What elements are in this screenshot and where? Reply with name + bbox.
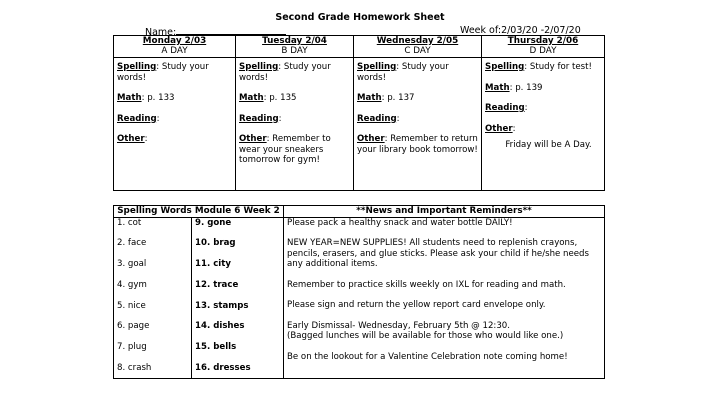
- day-name: Thursday 2/06: [507, 36, 579, 46]
- day-header-tuesday: [236, 36, 354, 58]
- spelling-text: : Study for test!: [524, 62, 592, 72]
- spelling-word: 3. goal: [117, 259, 147, 270]
- spelling-word: 13. stamps: [195, 300, 249, 311]
- day-body-thursday: [482, 58, 605, 191]
- math-text: : p. 137: [381, 93, 415, 103]
- reading-label: Reading: [239, 113, 279, 124]
- spelling-word: 9. gone: [195, 217, 232, 228]
- news-item: Early Dismissal- Wednesday, February 5th @ 12:30.: [287, 320, 510, 331]
- reading-entry: [357, 114, 479, 125]
- spelling-words-heading: Spelling Words Module 6 Week 2: [114, 206, 284, 218]
- reading-label: Reading: [117, 113, 157, 124]
- spelling-and-news-table: [113, 205, 605, 379]
- spelling-word: 10. brag: [195, 238, 236, 249]
- reading-entry: [485, 103, 602, 114]
- day-header-thursday: [482, 36, 605, 58]
- day-letter: B DAY: [281, 45, 308, 56]
- name-blank: [176, 25, 286, 35]
- other-text: : Remember to wear your sneakers tomorrow for gym!: [239, 134, 331, 165]
- spelling-word: 2. face: [117, 238, 147, 249]
- day-body-wednesday: [354, 58, 482, 191]
- math-label: Math: [239, 93, 264, 103]
- spelling-word: 16. dresses: [195, 363, 251, 374]
- weekly-homework-table: [113, 35, 605, 191]
- spelling-word: 5. nice: [117, 300, 146, 311]
- other-label: Other: [357, 134, 385, 144]
- math-entry: [357, 93, 479, 104]
- spelling-entry: [117, 62, 233, 83]
- day-letter: D DAY: [529, 45, 557, 56]
- spelling-word: 7. plug: [117, 342, 147, 353]
- reading-text: :: [524, 103, 528, 113]
- math-text: : p. 139: [509, 82, 543, 93]
- other-text: :: [144, 134, 148, 144]
- spelling-words-column-2: [192, 217, 284, 379]
- news-item: Please pack a healthy snack and water bottle DAILY!: [287, 217, 513, 228]
- spelling-words-column-1: [114, 217, 192, 379]
- reading-text: :: [396, 113, 400, 124]
- news-item: NEW YEAR=NEW SUPPLIES! All students need to replenish crayons, pencils, erasers, and glue sticks. Please ask your child if he/she needs any additional items.: [287, 238, 589, 269]
- math-entry: [485, 83, 602, 94]
- news-column: [284, 217, 605, 379]
- spelling-word: 11. city: [195, 259, 231, 270]
- friday-note: Friday will be A Day.: [505, 140, 592, 150]
- spelling-entry: [357, 62, 479, 83]
- reading-label: Reading: [357, 113, 397, 124]
- other-label: Other: [117, 134, 145, 144]
- spelling-word: 1. cot: [117, 217, 142, 228]
- spelling-text: : Study your words!: [357, 62, 449, 83]
- spelling-word: 8. crash: [117, 363, 152, 374]
- spelling-text: : Study your words!: [239, 62, 331, 83]
- reading-entry: [239, 114, 351, 125]
- other-label: Other: [485, 123, 513, 134]
- news-item: Remember to practice skills weekly on IXL for reading and math.: [287, 279, 566, 290]
- day-body-tuesday: [236, 58, 354, 191]
- spelling-label: Spelling: [357, 62, 397, 72]
- news-item: (Bagged lunches will be available for those who would like one.): [287, 331, 564, 341]
- spelling-word: 14. dishes: [195, 321, 245, 332]
- spelling-label: Spelling: [117, 62, 157, 72]
- day-header-wednesday: [354, 36, 482, 58]
- day-letter: A DAY: [161, 45, 188, 56]
- spelling-label: Spelling: [485, 62, 525, 72]
- day-name: Tuesday 2/04: [262, 36, 327, 46]
- reading-label: Reading: [485, 103, 525, 113]
- news-item: Please sign and return the yellow report card envelope only.: [287, 300, 546, 310]
- news-item: Be on the lookout for a Valentine Celebration note coming home!: [287, 351, 568, 362]
- other-text: :: [512, 123, 516, 134]
- week-of: Week of:2/03/20 -2/07/20: [460, 25, 581, 36]
- spelling-text: : Study your words!: [117, 62, 209, 83]
- reading-text: :: [278, 113, 282, 124]
- spelling-word: 4. gym: [117, 279, 147, 290]
- math-text: : p. 135: [263, 93, 297, 103]
- day-letter: C DAY: [404, 45, 431, 56]
- math-label: Math: [485, 82, 510, 93]
- spelling-word: 12. trace: [195, 279, 239, 290]
- page-title: Second Grade Homework Sheet: [275, 12, 445, 23]
- spelling-word: 6. page: [117, 321, 150, 332]
- spelling-entry: [485, 62, 602, 73]
- other-entry: [485, 124, 602, 135]
- reading-text: :: [156, 113, 160, 124]
- math-label: Math: [357, 93, 382, 103]
- day-name: Monday 2/03: [142, 36, 207, 46]
- day-header-monday: [114, 36, 236, 58]
- other-entry: [357, 134, 479, 155]
- day-name: Wednesday 2/05: [376, 36, 459, 46]
- spelling-entry: [239, 62, 351, 83]
- math-entry: [117, 93, 233, 104]
- math-label: Math: [117, 93, 142, 103]
- other-entry: [117, 134, 233, 145]
- spelling-label: Spelling: [239, 62, 279, 72]
- math-text: : p. 133: [141, 93, 175, 103]
- reading-entry: [117, 114, 233, 125]
- name-label: Name:: [145, 27, 177, 38]
- spelling-word: 15. bells: [195, 342, 237, 353]
- other-text: : Remember to return your library book tomorrow!: [357, 134, 478, 155]
- news-heading: **News and Important Reminders**: [284, 206, 605, 218]
- day-body-monday: [114, 58, 236, 191]
- math-entry: [239, 93, 351, 104]
- other-entry: [239, 134, 351, 166]
- other-label: Other: [239, 134, 267, 144]
